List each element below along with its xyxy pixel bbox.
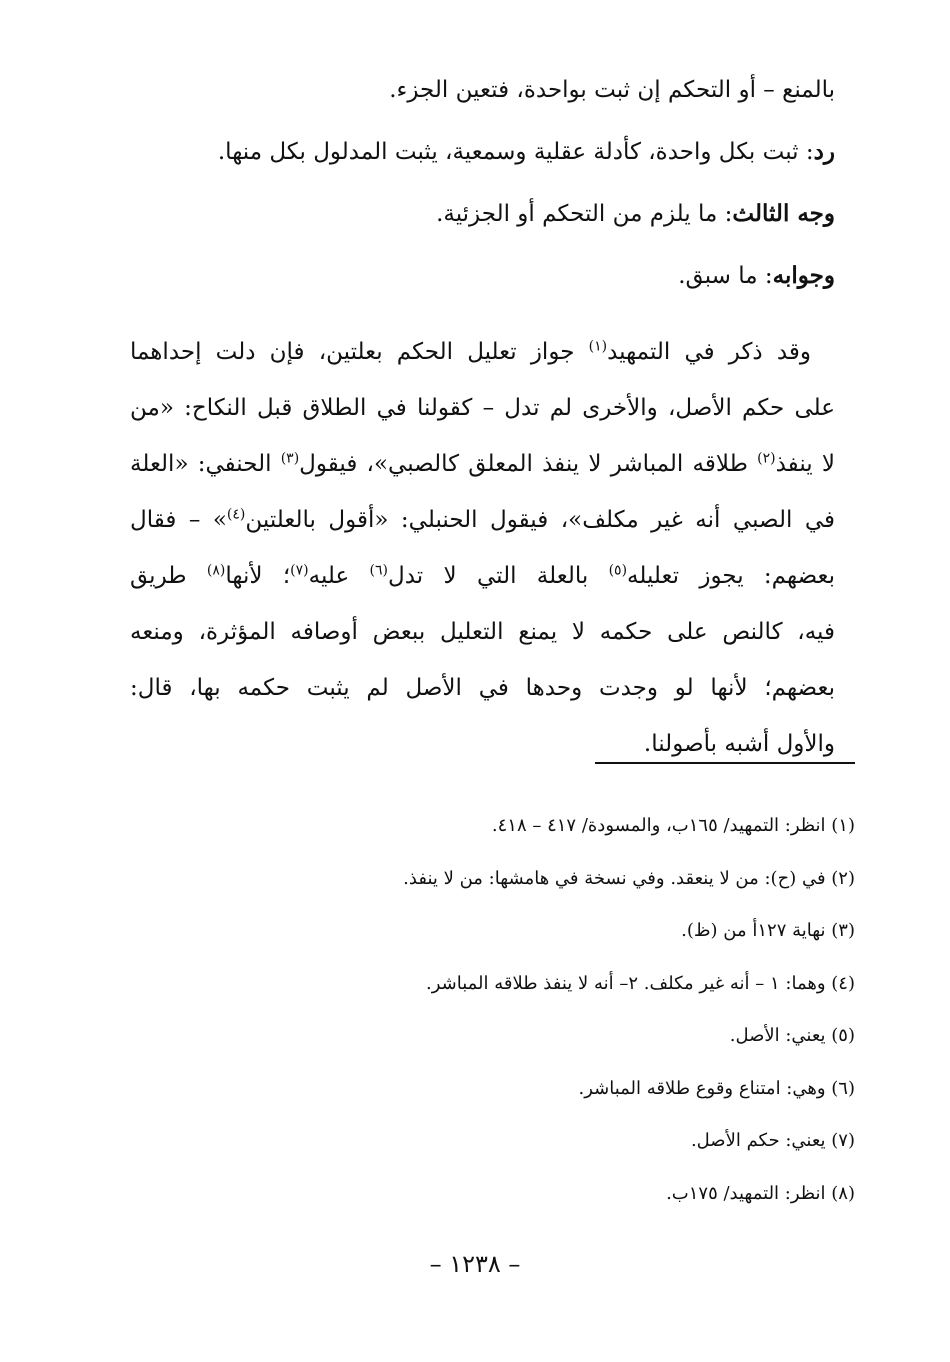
third-aspect-text: : ما يلزم من التحكم أو الجزئية.	[436, 201, 733, 227]
answer-heading: وجوابه	[772, 262, 835, 289]
paragraph-line-6	[130, 602, 835, 662]
footnote-ref-2: (٢)	[757, 450, 776, 467]
paragraph-line-3-part-b: طلاقه المباشر لا ينفذ المعلق كالصبي»، فيقول	[299, 451, 758, 477]
paragraph-line-7-text: بعضهم؛ لأنها لو وجدت وحدها في الأصل لم يثبت حكمه بها، قال:	[130, 675, 835, 701]
paragraph-line-7	[130, 658, 835, 718]
paragraph-line-5-part-b: بالعلة التي لا تدل	[388, 563, 609, 589]
footnote-6: (٦) وهي: امتناع وقوع طلاقه المباشر.	[578, 1077, 855, 1099]
text-line-4	[130, 246, 835, 306]
footnote-ref-3: (٣)	[280, 450, 300, 467]
paragraph-line-1	[130, 322, 835, 382]
paragraph-line-5-part-d: ؛ لأنها	[225, 563, 291, 589]
footnote-ref-6: (٦)	[369, 562, 389, 579]
paragraph-line-3-part-c: الحنفي: «العلة	[130, 451, 281, 477]
text-line-1	[130, 60, 835, 120]
answer-text: : ما سبق.	[678, 263, 773, 289]
paragraph-line-5-part-c: عليه	[308, 563, 370, 589]
paragraph-line-5-part-e: طريق	[130, 563, 207, 589]
footnote-7: (٧) يعني: حكم الأصل.	[690, 1130, 855, 1151]
paragraph-line-4	[130, 490, 835, 550]
paragraph-line-8	[130, 714, 835, 774]
paragraph-line-5-part-a: بعضهم: يجوز تعليله	[627, 563, 835, 589]
text-line-2	[130, 122, 835, 182]
reply-heading: رد	[813, 138, 835, 165]
footnote-1: (١) انظر: التمهيد/ ١٦٥ب، والمسودة/ ٤١٧ – ٤١٨.	[491, 815, 855, 836]
footnote-ref-7: (٧)	[290, 562, 309, 579]
paragraph-line-5	[130, 546, 835, 606]
footnote-4: (٤) وهما: ١ – أنه غير مكلف. ٢– أنه لا ينفذ طلاقه المباشر.	[425, 972, 855, 994]
footnote-ref-4: (٤)	[226, 506, 246, 523]
third-aspect-heading: وجه الثالث	[732, 200, 835, 227]
footnote-ref-5: (٥)	[608, 562, 628, 579]
footnote-5: (٥) يعني: الأصل.	[729, 1025, 855, 1046]
paragraph-line-8-text: والأول أشبه بأصولنا.	[643, 731, 835, 757]
paragraph-line-4-part-b: » – فقال	[130, 507, 227, 533]
paragraph-line-1-part-b: جواز تعليل الحكم بعلتين، فإن دلت إحداهما	[130, 339, 589, 365]
paragraph-line-2	[130, 378, 835, 438]
paragraph-line-6-text: فيه، كالنص على حكمه لا يمنع التعليل ببعض أوصافه المؤثرة، ومنعه	[130, 619, 835, 645]
reply-text: : ثبت بكل واحدة، كأدلة عقلية وسمعية، يثبت المدلول بكل منها.	[217, 139, 814, 165]
paragraph-line-1-part-a: وقد ذكر في التمهيد	[607, 339, 812, 365]
paragraph-line-4-part-a: في الصبي أنه غير مكلف»، فيقول الحنبلي: «أقول بالعلتين	[245, 507, 835, 533]
page-number: – ١٢٣٨ –	[429, 1250, 521, 1278]
footnote-3: (٣) نهاية ١٢٧أ من (ظ).	[681, 920, 855, 941]
paragraph-line-3-part-a: لا ينفذ	[775, 451, 835, 477]
text-line-3	[130, 184, 835, 244]
paragraph-line-3	[130, 434, 835, 494]
footnotes-section	[300, 800, 855, 1220]
footnote-separator	[595, 762, 855, 764]
footnote-8: (٨) انظر: التمهيد/ ١٧٥ب.	[666, 1182, 855, 1204]
footnote-ref-8: (٨)	[206, 562, 226, 579]
footnote-ref-1: (١)	[588, 338, 608, 355]
main-text	[130, 60, 835, 757]
footnote-2: (٢) في (ح): من لا ينعقد. وفي نسخة في هامشها: من لا ينفذ.	[403, 867, 855, 889]
paragraph-line-2-text: على حكم الأصل، والأخرى لم تدل – كقولنا في الطلاق قبل النكاح: «من	[130, 395, 835, 421]
text-line-1-content: بالمنع – أو التحكم إن ثبت بواحدة، فتعين الجزء.	[389, 77, 835, 103]
